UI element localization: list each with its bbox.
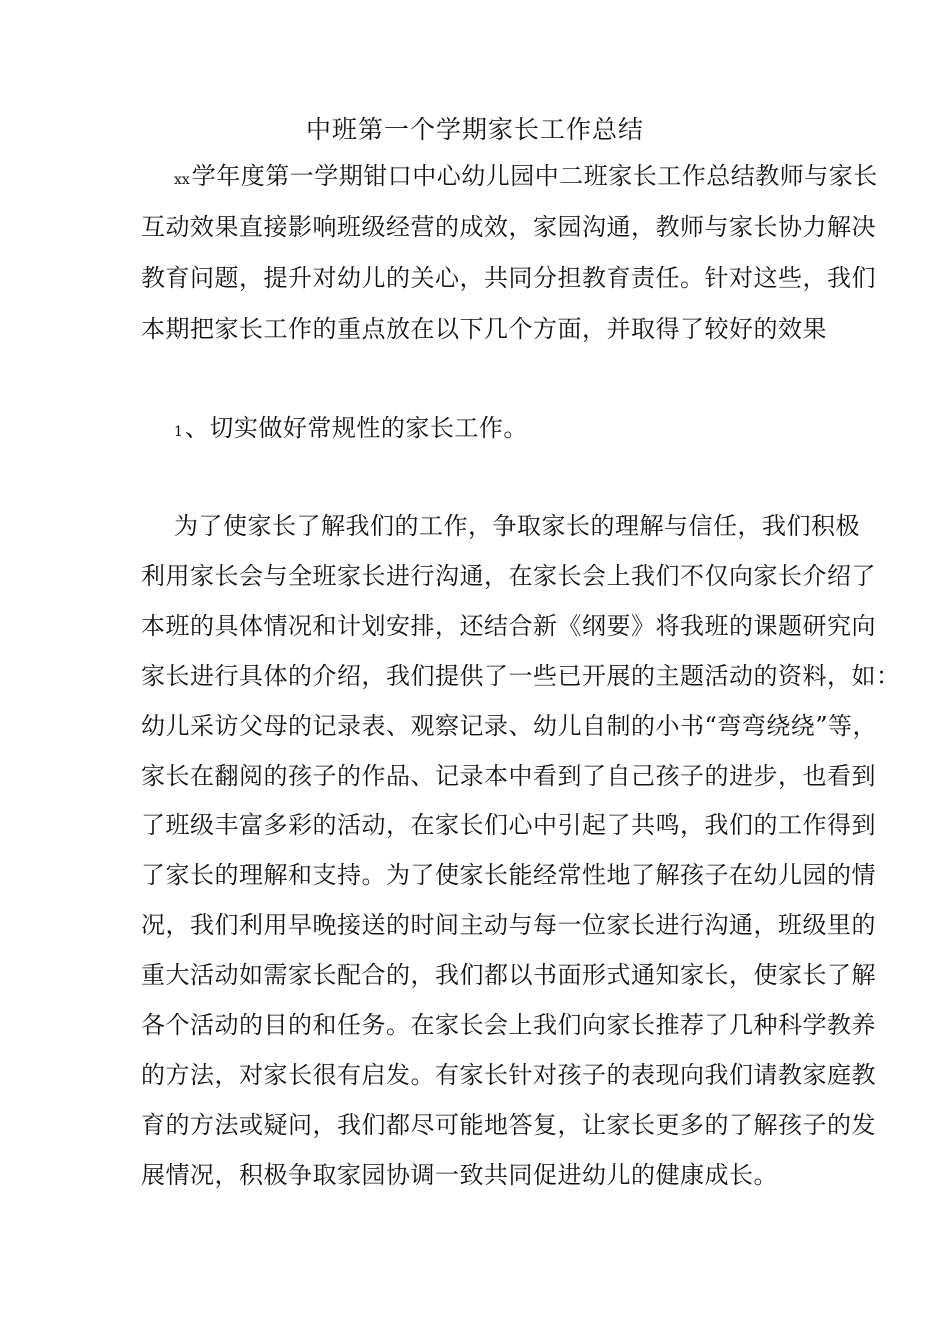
intro-line-4: 本期把家长工作的重点放在以下几个方面，并取得了较好的效果 [141, 315, 827, 343]
intro-prefix: xx [174, 172, 190, 188]
section-number: 1 [174, 424, 183, 440]
body-line-9: 况，我们利用早晚接送的时间主动与每一位家长进行沟通，班级里的 [141, 911, 876, 939]
body-line-8: 了家长的理解和支持。为了使家长能经常性地了解孩子在幼儿园的情 [141, 861, 876, 889]
body-line-7: 了班级丰富多彩的活动，在家长们心中引起了共鸣，我们的工作得到 [141, 811, 876, 839]
body-line-2: 利用家长会与全班家长进行沟通，在家长会上我们不仅向家长介绍了 [141, 562, 876, 590]
body-line-10: 重大活动如需家长配合的，我们都以书面形式通知家长，使家长了解 [141, 961, 876, 989]
intro-line-3: 教育问题，提升对幼儿的关心，共同分担教育责任。针对这些，我们 [141, 264, 876, 292]
intro-line-1-text: 学年度第一学期钳口中心幼儿园中二班家长工作总结教师与家长 [191, 162, 878, 190]
body-line-13: 育的方法或疑问，我们都尽可能地答复，让家长更多的了解孩子的发 [141, 1111, 876, 1139]
body-line-6: 家长在翻阅的孩子的作品、记录本中看到了自己孩子的进步，也看到 [141, 762, 876, 790]
body-line-3: 本班的具体情况和计划安排，还结合新《纲要》将我班的课题研究向 [141, 612, 876, 640]
body-line-1: 为了使家长了解我们的工作，争取家长的理解与信任，我们积极 [174, 512, 860, 540]
section-heading [174, 410, 528, 450]
body-line-4: 家长进行具体的介绍，我们提供了一些已开展的主题活动的资料，如： [141, 662, 901, 690]
section-heading-text: 、切实做好常规性的家长工作。 [184, 414, 528, 442]
intro-line-2: 互动效果直接影响班级经营的成效，家园沟通，教师与家长协力解决 [141, 213, 876, 241]
body-line-12: 的方法，对家长很有启发。有家长针对孩子的表现向我们请教家庭教 [141, 1061, 876, 1089]
body-line-11: 各个活动的目的和任务。在家长会上我们向家长推荐了几种科学教养 [141, 1011, 876, 1039]
body-line-14: 展情况，积极争取家园协调一致共同促进幼儿的健康成长。 [141, 1161, 778, 1189]
body-line-5: 幼儿采访父母的记录表、观察记录、幼儿自制的小书“弯弯绕绕”等， [141, 712, 878, 740]
document-title: 中班第一个学期家长工作总结 [305, 115, 644, 144]
intro-line-1 [174, 158, 878, 198]
